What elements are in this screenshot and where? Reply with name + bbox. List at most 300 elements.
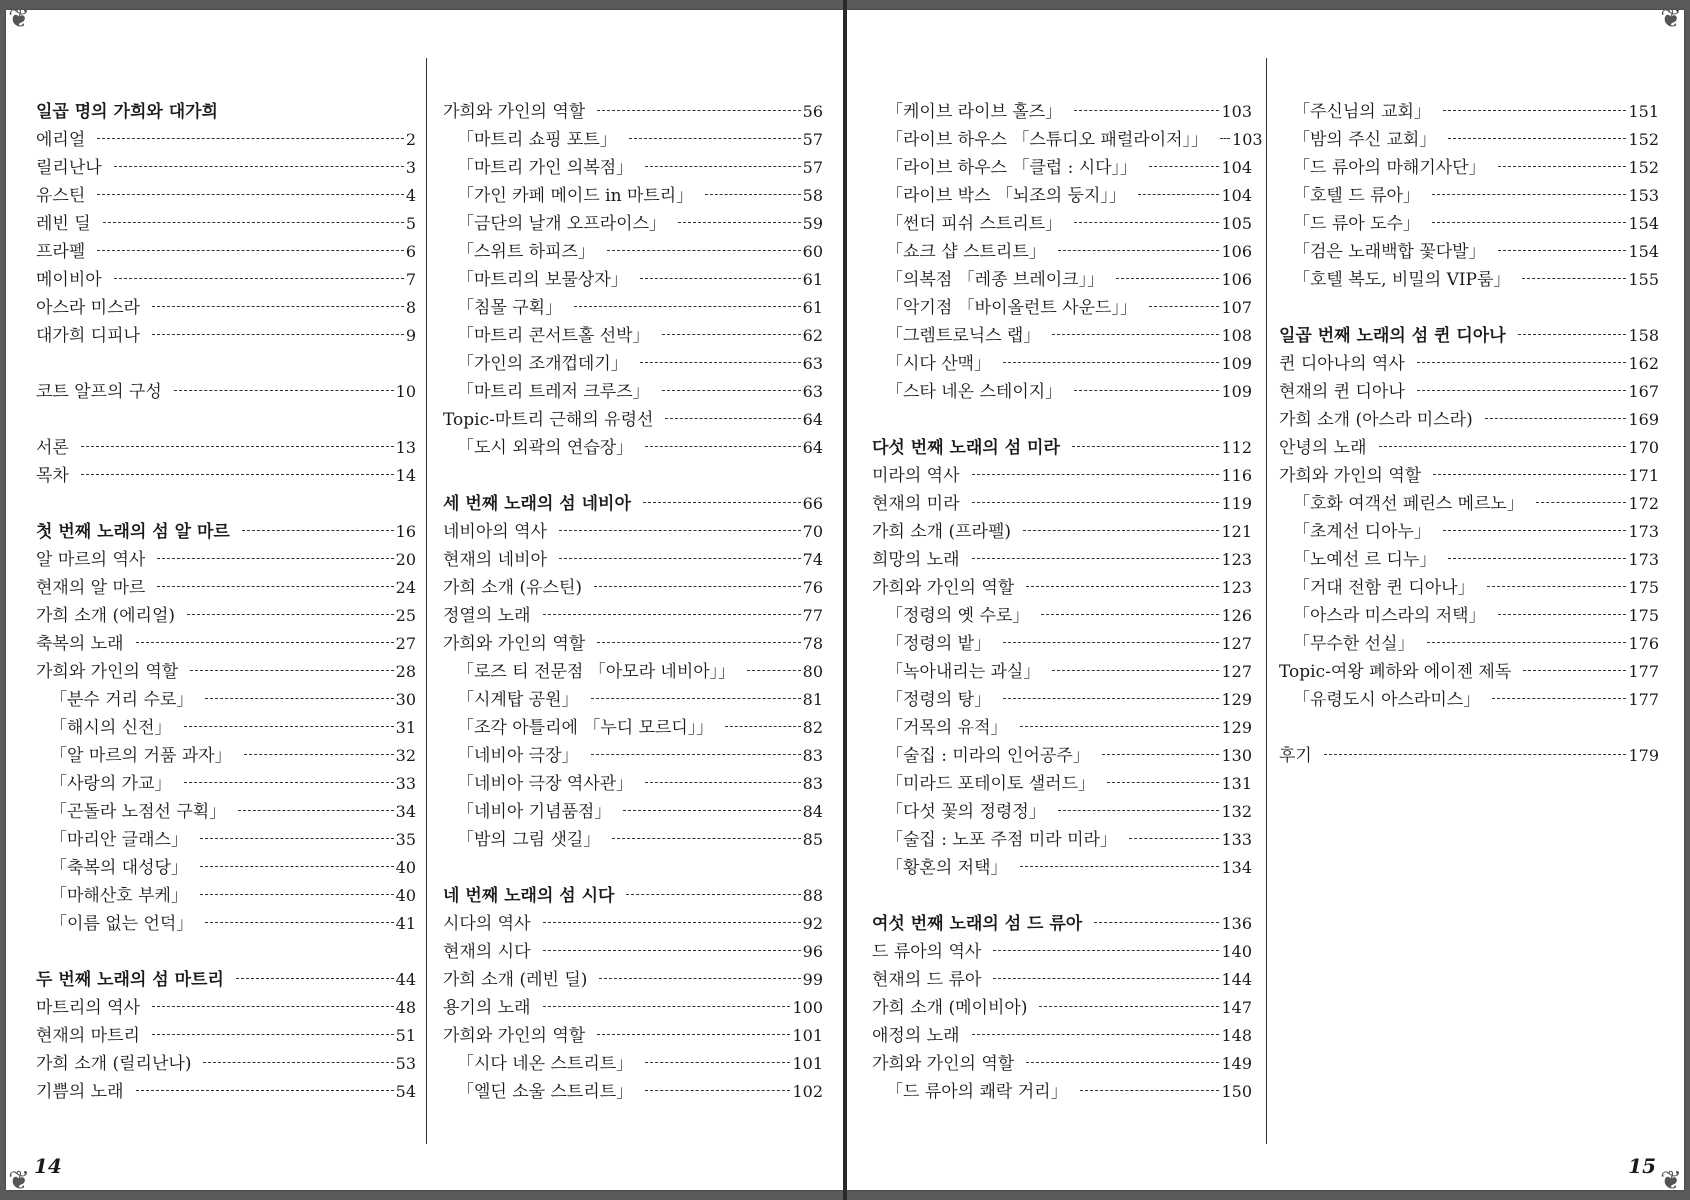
toc-section-heading[interactable] [872, 434, 1252, 462]
toc-entry[interactable] [1279, 490, 1659, 518]
toc-entry[interactable] [872, 350, 1252, 378]
toc-entry-title: 「마트리 트레저 크루즈」 [457, 382, 650, 402]
toc-entry-page: 134 [1221, 858, 1252, 877]
toc-entry[interactable] [36, 266, 416, 294]
toc-entry[interactable] [36, 154, 416, 182]
toc-entry-title: 「초계선 디아누」 [1293, 522, 1431, 542]
toc-entry[interactable] [36, 182, 416, 210]
toc-entry[interactable] [1279, 546, 1659, 574]
toc-leader-dashes [152, 305, 404, 307]
book-spine [843, 0, 847, 1200]
toc-leader-dashes [114, 277, 404, 279]
toc-entry-title: 「가인 카페 메이드 in 마트리」 [457, 186, 694, 206]
toc-entry[interactable] [1279, 630, 1659, 658]
toc-leader-dashes [103, 221, 404, 223]
toc-leader-dashes [1052, 669, 1219, 671]
toc-entry[interactable] [36, 994, 416, 1022]
toc-entry[interactable] [872, 1022, 1252, 1050]
toc-entry-title: 「미라드 포테이토 샐러드」 [886, 774, 1096, 794]
toc-entry[interactable] [1279, 266, 1659, 294]
toc-leader-dashes [1433, 473, 1626, 475]
toc-entry-title: 「정령의 옛 수로」 [886, 606, 1030, 626]
toc-entry[interactable] [36, 742, 416, 770]
toc-leader-dashes [187, 613, 394, 615]
toc-entry-page: 179 [1628, 746, 1659, 765]
toc-entry[interactable] [36, 378, 416, 406]
toc-leader-dashes [993, 949, 1219, 951]
toc-entry[interactable] [1279, 434, 1659, 462]
toc-entry[interactable] [872, 210, 1252, 238]
toc-entry[interactable] [872, 602, 1252, 630]
toc-entry[interactable] [443, 910, 823, 938]
toc-entry[interactable] [872, 770, 1252, 798]
toc-entry[interactable] [872, 98, 1252, 126]
toc-entry[interactable] [1279, 602, 1659, 630]
toc-entry[interactable] [443, 658, 823, 686]
toc-entry[interactable] [443, 350, 823, 378]
toc-leader-dashes [640, 361, 801, 363]
toc-leader-dashes [1498, 165, 1627, 167]
toc-leader-dashes [1518, 333, 1627, 335]
toc-entry[interactable] [872, 518, 1252, 546]
toc-entry-title: 미라의 역사 [872, 466, 960, 486]
toc-entry-title: 「드 류아 도수」 [1293, 214, 1420, 234]
toc-leader-dashes [1448, 557, 1626, 559]
toc-leader-dashes [559, 557, 801, 559]
toc-entry[interactable] [872, 238, 1252, 266]
toc-entry[interactable] [443, 378, 823, 406]
toc-entry-page: 77 [802, 606, 823, 625]
toc-leader-dashes [1487, 585, 1627, 587]
toc-leader-dashes [574, 305, 801, 307]
toc-entry[interactable] [872, 378, 1252, 406]
toc-leader-dashes [993, 977, 1219, 979]
toc-entry[interactable] [872, 966, 1252, 994]
toc-section-heading[interactable] [36, 966, 416, 994]
toc-entry[interactable] [872, 462, 1252, 490]
toc-entry[interactable] [443, 602, 823, 630]
toc-entry[interactable] [443, 966, 823, 994]
toc-entry[interactable] [443, 770, 823, 798]
toc-entry-page: 30 [395, 690, 416, 709]
toc-leader-dashes [1116, 277, 1219, 279]
toc-leader-dashes [1094, 921, 1219, 923]
toc-entry-page: 40 [395, 858, 416, 877]
toc-entry-page: 177 [1628, 690, 1659, 709]
toc-leader-dashes [645, 1089, 790, 1091]
toc-leader-dashes [594, 585, 801, 587]
toc-entry-title: 「술집 : 미라의 인어공주」 [886, 746, 1090, 766]
toc-entry[interactable] [872, 742, 1252, 770]
toc-entry[interactable] [1279, 574, 1659, 602]
toc-entry-page: 127 [1221, 634, 1252, 653]
toc-spacer [36, 938, 416, 966]
toc-entry-title: 현재의 알 마르 [36, 578, 146, 598]
toc-entry-page: 177 [1628, 662, 1659, 681]
toc-entry[interactable] [1279, 378, 1659, 406]
toc-spacer [443, 462, 823, 490]
toc-entry[interactable] [443, 742, 823, 770]
toc-entry[interactable] [872, 798, 1252, 826]
toc-entry[interactable] [36, 910, 416, 938]
toc-entry[interactable] [872, 126, 1263, 154]
toc-entry[interactable] [872, 154, 1252, 182]
toc-entry[interactable] [443, 714, 823, 742]
toc-entry-title: 가희와 가인의 역할 [1279, 466, 1422, 486]
toc-leader-dashes [972, 501, 1220, 503]
toc-leader-dashes [152, 1005, 394, 1007]
toc-entry[interactable] [36, 882, 416, 910]
toc-entry[interactable] [36, 462, 416, 490]
corner-ornament-icon: ❦ [8, 4, 30, 34]
toc-leader-dashes [623, 809, 800, 811]
toc-entry[interactable] [443, 266, 823, 294]
toc-entry[interactable] [36, 826, 416, 854]
toc-entry[interactable] [36, 434, 416, 462]
toc-leader-dashes [1432, 193, 1627, 195]
toc-section-heading[interactable] [36, 518, 416, 546]
toc-entry[interactable] [443, 546, 823, 574]
toc-entry[interactable] [872, 574, 1252, 602]
toc-entry-title: 「도시 외곽의 연습장」 [457, 438, 634, 458]
toc-entry-title: 희망의 노래 [872, 550, 960, 570]
toc-entry-title: 현재의 마트리 [36, 1026, 140, 1046]
toc-entry-page: 109 [1221, 382, 1252, 401]
toc-entry-page: 3 [405, 158, 416, 177]
toc-entry[interactable] [36, 630, 416, 658]
toc-spacer [872, 882, 1252, 910]
toc-entry[interactable] [443, 826, 823, 854]
toc-leader-dashes [662, 333, 801, 335]
toc-entry-page: 116 [1221, 466, 1252, 485]
toc-entry[interactable] [872, 938, 1252, 966]
toc-entry-title: 기쁨의 노래 [36, 1082, 124, 1102]
toc-entry[interactable] [443, 1022, 823, 1050]
toc-entry-page: 105 [1221, 214, 1252, 233]
toc-entry-title: 여섯 번째 노래의 섬 드 류아 [872, 914, 1083, 934]
toc-entry[interactable] [443, 294, 823, 322]
toc-entry-page: 48 [395, 998, 416, 1017]
toc-entry-page: 147 [1221, 998, 1252, 1017]
toc-leader-dashes [747, 669, 800, 671]
toc-entry-title: 가희와 가인의 역할 [36, 662, 179, 682]
toc-entry[interactable] [1279, 238, 1659, 266]
toc-entry-title: 현재의 네비아 [443, 550, 547, 570]
toc-entry[interactable] [872, 630, 1252, 658]
toc-entry[interactable] [872, 1050, 1252, 1078]
toc-entry[interactable] [36, 1022, 416, 1050]
toc-entry[interactable] [36, 322, 416, 350]
toc-leader-dashes [665, 417, 800, 419]
toc-entry-title: 가희와 가인의 역할 [872, 578, 1015, 598]
toc-entry[interactable] [36, 1050, 416, 1078]
toc-entry-title: 「마트리 쇼핑 포트」 [457, 130, 617, 150]
toc-entry-page: 99 [802, 970, 823, 989]
toc-entry-page: 2 [405, 130, 416, 149]
toc-entry-title: Topic-여왕 폐하와 에이젠 제독 [1279, 662, 1512, 682]
toc-entry-title: 「로즈 티 전문점 「아모라 네비아」」 [457, 662, 736, 682]
toc-section-heading[interactable] [443, 490, 823, 518]
toc-leader-dashes [184, 725, 394, 727]
toc-entry[interactable] [1279, 406, 1659, 434]
toc-entry[interactable] [1279, 350, 1659, 378]
toc-entry-title: 아스라 미스라 [36, 298, 140, 318]
toc-leader-dashes [1498, 249, 1627, 251]
toc-entry-page: 96 [802, 942, 823, 961]
toc-entry-page: 33 [395, 774, 416, 793]
toc-entry-page: 149 [1221, 1054, 1252, 1073]
toc-entry[interactable] [1279, 126, 1659, 154]
toc-entry[interactable] [443, 434, 823, 462]
toc-entry-title: 「분수 거리 수로」 [50, 690, 194, 710]
toc-leader-dashes [1498, 613, 1627, 615]
toc-entry-title: 용기의 노래 [443, 998, 531, 1018]
toc-entry[interactable] [443, 238, 823, 266]
toc-entry-page: 151 [1628, 102, 1659, 121]
toc-entry-title: 「드 류아의 쾌락 거리」 [886, 1082, 1068, 1102]
toc-entry-page: 82 [802, 718, 823, 737]
toc-entry-page: 40 [395, 886, 416, 905]
toc-entry[interactable] [443, 126, 823, 154]
toc-leader-dashes [705, 193, 800, 195]
toc-entry[interactable] [872, 854, 1252, 882]
toc-leader-dashes [597, 1033, 790, 1035]
toc-entry[interactable] [872, 994, 1252, 1022]
toc-entry-title: 가희와 가인의 역할 [443, 634, 586, 654]
toc-entry-page: 57 [802, 158, 823, 177]
toc-entry-title: 「시계탑 공원」 [457, 690, 579, 710]
toc-entry-page: 24 [395, 578, 416, 597]
toc-leader-dashes [1058, 809, 1220, 811]
toc-leader-dashes [591, 697, 801, 699]
toc-entry[interactable] [443, 630, 823, 658]
toc-entry-page: 83 [802, 746, 823, 765]
toc-entry[interactable] [36, 854, 416, 882]
toc-entry-page: 28 [395, 662, 416, 681]
toc-entry[interactable] [443, 994, 823, 1022]
toc-entry[interactable] [443, 574, 823, 602]
toc-entry-title: 현재의 퀸 디아나 [1279, 382, 1405, 402]
toc-entry-title: 「곤돌라 노점선 구획」 [50, 802, 227, 822]
toc-entry[interactable] [872, 266, 1252, 294]
toc-leader-dashes [203, 1061, 393, 1063]
toc-entry[interactable] [443, 406, 823, 434]
toc-entry[interactable] [1279, 182, 1659, 210]
toc-entry-title: 가희와 가인의 역할 [443, 1026, 586, 1046]
toc-leader-dashes [645, 445, 800, 447]
toc-entry-page: 104 [1221, 186, 1252, 205]
toc-entry-page: 175 [1628, 606, 1659, 625]
toc-entry[interactable] [443, 518, 823, 546]
toc-entry[interactable] [443, 182, 823, 210]
toc-leader-dashes [1003, 641, 1219, 643]
toc-entry[interactable] [1279, 98, 1659, 126]
toc-entry-page: 66 [802, 494, 823, 513]
toc-entry[interactable] [36, 126, 416, 154]
toc-leader-dashes [607, 249, 801, 251]
toc-entry-title: 네비아의 역사 [443, 522, 547, 542]
toc-leader-dashes [1072, 445, 1220, 447]
toc-entry[interactable] [443, 210, 823, 238]
toc-leader-dashes [136, 1089, 394, 1091]
toc-entry-title: 가희 소개 (메이비아) [872, 998, 1028, 1018]
toc-entry-title: 대가희 디피나 [36, 326, 140, 346]
toc-entry[interactable] [443, 98, 823, 126]
toc-leader-dashes [1324, 753, 1627, 755]
toc-leader-dashes [629, 137, 801, 139]
toc-entry-page: 148 [1221, 1026, 1252, 1045]
toc-leader-dashes [1074, 221, 1219, 223]
toc-entry-title: 「호텔 드 류아」 [1293, 186, 1420, 206]
toc-leader-dashes [1058, 249, 1220, 251]
toc-entry-page: 14 [395, 466, 416, 485]
toc-leader-dashes [157, 585, 393, 587]
toc-entry-page: 57 [802, 130, 823, 149]
toc-leader-dashes [184, 781, 394, 783]
toc-entry[interactable] [1279, 658, 1659, 686]
toc-leader-dashes [1020, 725, 1220, 727]
toc-leader-dashes [97, 137, 404, 139]
toc-entry-title: 「라이브 박스 「뇌조의 둥지」」 [886, 186, 1126, 206]
toc-entry[interactable] [872, 658, 1252, 686]
toc-leader-dashes [1149, 305, 1220, 307]
toc-entry[interactable] [872, 826, 1252, 854]
toc-entry[interactable] [1279, 462, 1659, 490]
toc-entry-title: Topic-마트리 근해의 유령선 [443, 410, 654, 430]
toc-entry-page: 140 [1221, 942, 1252, 961]
toc-entry-title: 「술집 : 노포 주점 미라 미라」 [886, 830, 1117, 850]
toc-entry-title: 「시다 네온 스트리트」 [457, 1054, 634, 1074]
toc-entry[interactable] [36, 686, 416, 714]
toc-entry[interactable] [872, 714, 1252, 742]
toc-entry-title: 「다섯 꽃의 정령정」 [886, 802, 1046, 822]
toc-entry[interactable] [872, 686, 1252, 714]
toc-entry[interactable] [443, 1078, 823, 1106]
column-divider [426, 58, 427, 1144]
toc-entry[interactable] [36, 714, 416, 742]
toc-entry-title: 「조각 아틀리에 「누디 모르디」」 [457, 718, 714, 738]
toc-leader-dashes [242, 529, 394, 531]
toc-leader-dashes [643, 501, 801, 503]
toc-leader-dashes [1443, 529, 1627, 531]
toc-entry-title: 현재의 드 류아 [872, 970, 982, 990]
toc-entry[interactable] [1279, 742, 1659, 770]
toc-entry-title: 「밤의 그림 샛길」 [457, 830, 601, 850]
toc-entry-title: 「거목의 유적」 [886, 718, 1008, 738]
toc-leader-dashes [1443, 109, 1627, 111]
toc-entry[interactable] [872, 1078, 1252, 1106]
toc-section-heading[interactable] [872, 910, 1252, 938]
toc-leader-dashes [543, 949, 801, 951]
toc-entry-title: 「녹아내리는 과실」 [886, 662, 1041, 682]
toc-entry[interactable] [36, 210, 416, 238]
toc-entry[interactable] [443, 322, 823, 350]
toc-entry-title: 「무수한 선실」 [1293, 634, 1415, 654]
toc-entry[interactable] [872, 182, 1252, 210]
toc-entry-page: 170 [1628, 438, 1659, 457]
toc-entry-title: 「마해산호 부케」 [50, 886, 188, 906]
toc-entry-title: 가희와 가인의 역할 [872, 1054, 1015, 1074]
toc-leader-dashes [626, 893, 800, 895]
toc-entry[interactable] [36, 238, 416, 266]
toc-entry[interactable] [36, 546, 416, 574]
toc-entry[interactable] [443, 938, 823, 966]
toc-entry-page: 6 [405, 242, 416, 261]
toc-entry-title: 「호화 여객선 페린스 메르노」 [1293, 494, 1524, 514]
toc-entry[interactable] [1279, 154, 1659, 182]
toc-spacer [1279, 294, 1659, 322]
toc-entry-title: 「황혼의 저택」 [886, 858, 1008, 878]
toc-leader-dashes [97, 193, 404, 195]
toc-entry-page: 121 [1221, 522, 1252, 541]
toc-leader-dashes [591, 753, 801, 755]
toc-entry-page: 7 [405, 270, 416, 289]
toc-entry[interactable] [1279, 518, 1659, 546]
toc-entry-title: 「썬더 피쉬 스트리트」 [886, 214, 1063, 234]
toc-leader-dashes [1448, 137, 1626, 139]
toc-entry[interactable] [36, 770, 416, 798]
toc-entry-title: 가희 소개 (레빈 딜) [443, 970, 588, 990]
toc-entry[interactable] [1279, 210, 1659, 238]
toc-entry-page: 176 [1628, 634, 1659, 653]
toc-entry-page: 4 [405, 186, 416, 205]
toc-entry-page: 35 [395, 830, 416, 849]
toc-leader-dashes [1080, 1089, 1220, 1091]
toc-entry-title: 가희 소개 (프라펠) [872, 522, 1012, 542]
toc-entry-page: 132 [1221, 802, 1252, 821]
toc-entry-page: 54 [395, 1082, 416, 1101]
toc-leader-dashes [1138, 193, 1220, 195]
toc-entry[interactable] [36, 294, 416, 322]
toc-section-heading[interactable] [1279, 322, 1659, 350]
toc-entry[interactable] [872, 546, 1252, 574]
toc-entry-title: 메이비아 [36, 270, 102, 290]
toc-section-heading[interactable] [36, 98, 416, 126]
toc-entry[interactable] [36, 798, 416, 826]
toc-entry[interactable] [872, 294, 1252, 322]
toc-entry[interactable] [36, 658, 416, 686]
toc-entry-page: 61 [802, 270, 823, 289]
toc-entry[interactable] [443, 154, 823, 182]
toc-entry-title: 「금단의 날개 오프라이스」 [457, 214, 667, 234]
toc-column-2 [443, 98, 823, 1106]
toc-entry-page: 62 [802, 326, 823, 345]
toc-entry[interactable] [36, 1078, 416, 1106]
toc-entry-title: 「엘딘 소울 스트리트」 [457, 1082, 634, 1102]
toc-section-heading[interactable] [443, 882, 823, 910]
toc-entry[interactable] [872, 322, 1252, 350]
toc-leader-dashes [205, 921, 393, 923]
toc-entry[interactable] [443, 798, 823, 826]
toc-entry[interactable] [443, 1050, 823, 1078]
toc-spacer [1279, 714, 1659, 742]
toc-entry-title: 알 마르의 역사 [36, 550, 146, 570]
toc-entry-title: 후기 [1279, 746, 1312, 766]
toc-entry[interactable] [36, 602, 416, 630]
toc-entry-page: 102 [792, 1082, 823, 1101]
toc-leader-dashes [1129, 837, 1219, 839]
toc-entry[interactable] [1279, 686, 1659, 714]
toc-entry-page: 152 [1628, 158, 1659, 177]
toc-entry[interactable] [443, 686, 823, 714]
toc-entry[interactable] [872, 490, 1252, 518]
toc-entry-page: 109 [1221, 354, 1252, 373]
toc-leader-dashes [678, 221, 801, 223]
toc-leader-dashes [174, 389, 394, 391]
toc-entry[interactable] [36, 574, 416, 602]
toc-entry-title: 「침몰 구획」 [457, 298, 563, 318]
toc-entry-page: 108 [1221, 326, 1252, 345]
